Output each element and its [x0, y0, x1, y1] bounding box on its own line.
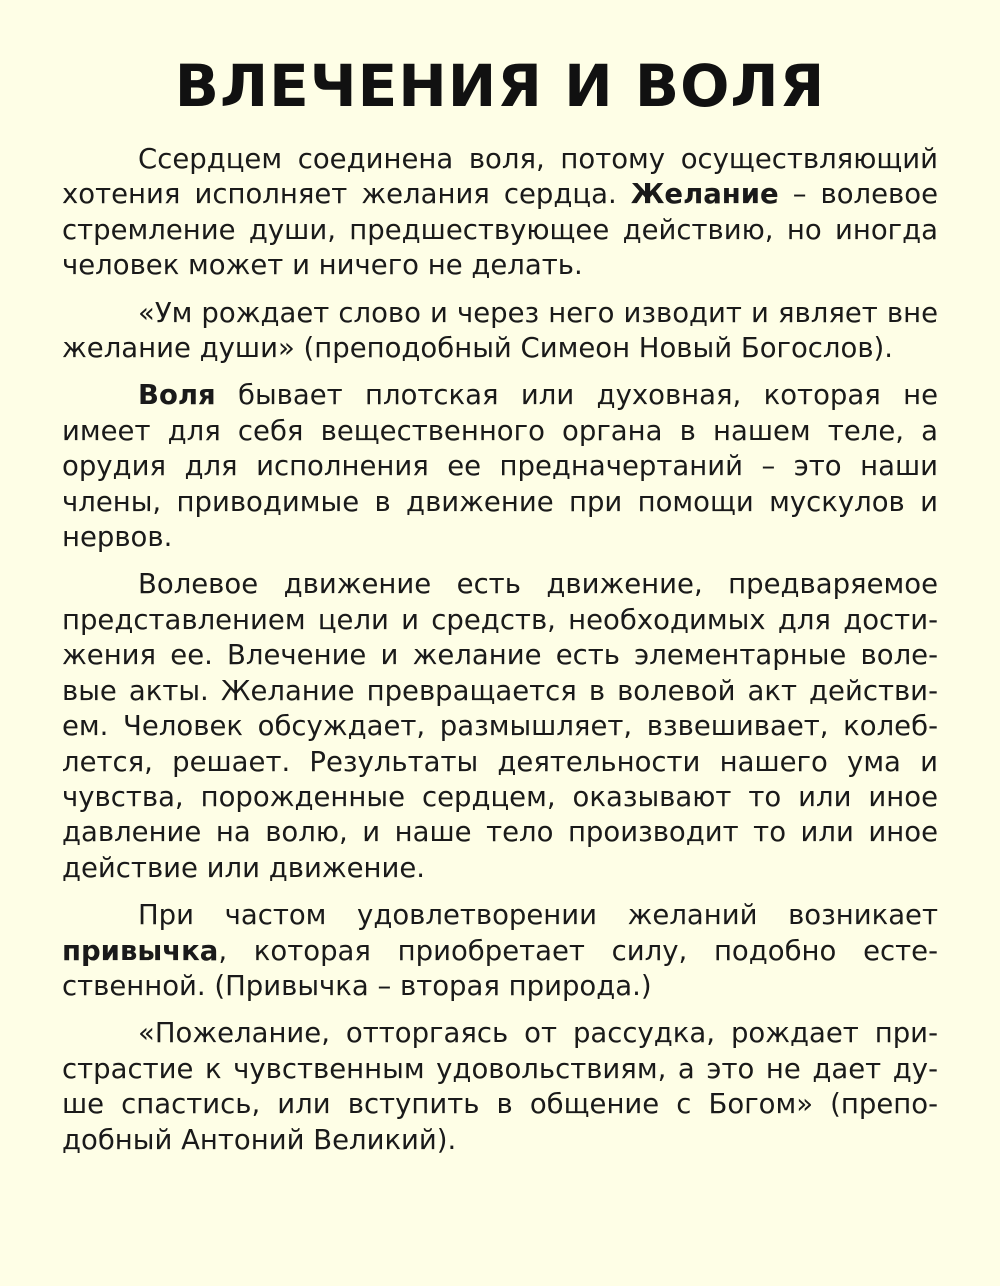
paragraph-will: [62, 378, 938, 555]
term-habit: привычка: [62, 934, 219, 967]
paragraph-desire: [62, 142, 938, 284]
paragraph-text: , которая приобретает силу, подобно естественной. (Привычка – вторая природа.): [62, 934, 938, 1002]
quote-anthony: [62, 1016, 938, 1158]
term-desire: Желание: [630, 178, 779, 211]
term-will: Воля: [138, 379, 216, 412]
paragraph-text: – волевое стремление души, предшествующее действию, но иногда человек может и ничего не делать.: [62, 178, 938, 282]
paragraph-text: Волевое движение есть движение, предваряемое представлением цели и средств, необходимых для достижения ее. Влечение и желание есть элементарные волевые акты. Желание превращается в волевой акт действием. Человек обсуждает, размышляет, взвешивает, колеблется, решает. Результаты деятельности нашего ума и чувства, порожденные сердцем, оказывают то или иное давление на волю, и наше тело производит то или иное действие или движение.: [62, 568, 938, 884]
page-title: ВЛЕЧЕНИЯ И ВОЛЯ: [174, 52, 826, 120]
paragraph-volitional-movement: [62, 567, 938, 886]
paragraph-habit: [62, 898, 938, 1004]
paragraph-text: Ссердцем соединена воля, потому осуществляющий хотения исполняет желания сердца.: [62, 143, 938, 211]
page: [62, 48, 938, 1158]
paragraph-text: «Пожелание, отторгаясь от рассудка, рождает пристрастие к чувственным удовольствиям, а это не дает душе спастись, или вступить в общение с Богом» (преподобный Антоний Великий).: [62, 1017, 938, 1156]
quote-symeon: [62, 296, 938, 367]
paragraph-text: При частом удовлетворении желаний возникает: [138, 899, 938, 932]
paragraph-text: «Ум рождает слово и через него изводит и являет вне желание души» (преподобный Симеон Новый Богослов).: [62, 296, 938, 365]
paragraph-text: бывает плотская или духовная, которая не имеет для себя вещественного органа в нашем теле, а орудия для исполнения ее предначертаний – это наши члены, приводимые в движение при помощи мускулов и нервов.: [62, 379, 938, 554]
